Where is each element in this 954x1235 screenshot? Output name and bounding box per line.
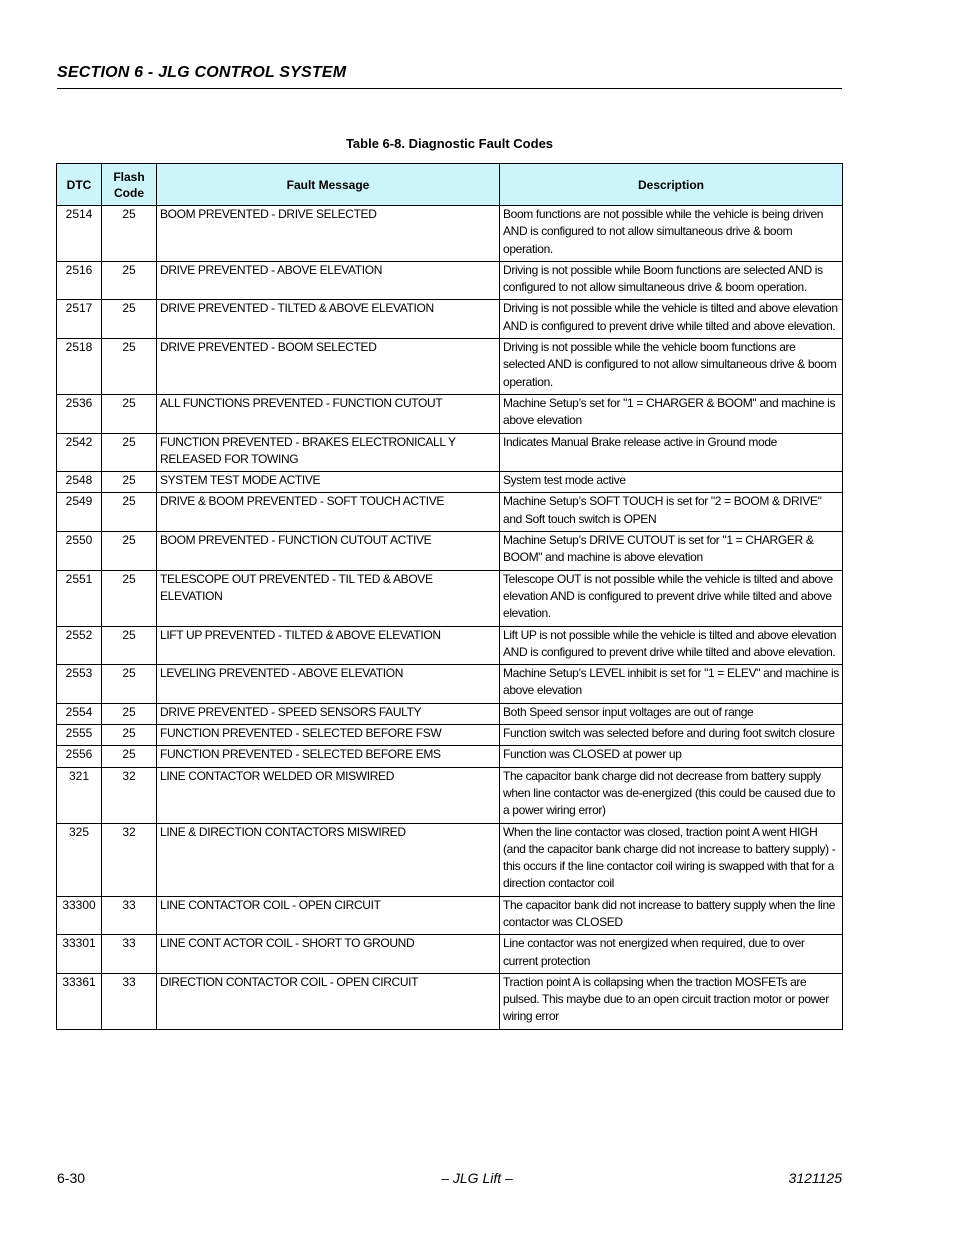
flash-code-cell: 33 [102, 973, 157, 1029]
table-row [57, 261, 843, 300]
description-cell: Function was CLOSED at power up [500, 746, 843, 767]
description-cell: Indicates Manual Brake release active in Ground mode [500, 433, 843, 472]
description-cell: Machine Setup’s set for "1 = CHARGER & BOOM" and machine is above elevation [500, 394, 843, 433]
flash-code-cell: 25 [102, 746, 157, 767]
flash-code-cell: 33 [102, 935, 157, 974]
page-number: 6-30 [57, 1170, 86, 1186]
section-title: SECTION 6 - JLG CONTROL SYSTEM [57, 64, 347, 81]
description-cell: Function switch was selected before and during foot switch closure [500, 725, 843, 746]
fault-message-cell: LIFT UP PREVENTED - TILTED & ABOVE ELEVATION [157, 626, 500, 665]
description-cell: Traction point A is collapsing when the traction MOSFETs are pulsed. This maybe due to an open circuit traction motor or power wiring error [500, 973, 843, 1029]
table-header-row [57, 164, 843, 206]
table-row [57, 935, 843, 974]
fault-message-cell: DIRECTION CONTACTOR COIL - OPEN CIRCUIT [157, 973, 500, 1029]
description-cell: The capacitor bank did not increase to battery supply when the line contactor was CLOSED [500, 896, 843, 935]
dtc-cell: 325 [57, 823, 102, 896]
fault-message-cell: LINE CONTACTOR COIL - OPEN CIRCUIT [157, 896, 500, 935]
description-cell: Machine Setup’s LEVEL inhibit is set for "1 = ELEV" and machine is above elevation [500, 665, 843, 704]
dtc-cell: 2536 [57, 394, 102, 433]
fault-message-cell: SYSTEM TEST MODE ACTIVE [157, 472, 500, 493]
table-row [57, 300, 843, 339]
description-cell: System test mode active [500, 472, 843, 493]
table-row [57, 896, 843, 935]
flash-code-cell: 25 [102, 626, 157, 665]
fault-message-cell: LEVELING PREVENTED - ABOVE ELEVATION [157, 665, 500, 704]
header-divider [57, 88, 842, 89]
table-row [57, 532, 843, 571]
dtc-cell: 2549 [57, 493, 102, 532]
description-cell: Machine Setup’s SOFT TOUCH is set for "2 = BOOM & DRIVE" and Soft touch switch is OPEN [500, 493, 843, 532]
table-row [57, 725, 843, 746]
dtc-cell: 2548 [57, 472, 102, 493]
description-cell: Both Speed sensor input voltages are out of range [500, 703, 843, 724]
flash-code-cell: 25 [102, 433, 157, 472]
column-header-dtc: DTC [57, 164, 102, 206]
table-row [57, 973, 843, 1029]
fault-message-cell: LINE CONTACTOR WELDED OR MISWIRED [157, 767, 500, 823]
flash-code-cell: 25 [102, 261, 157, 300]
dtc-cell: 2552 [57, 626, 102, 665]
fault-message-cell: LINE & DIRECTION CONTACTORS MISWIRED [157, 823, 500, 896]
flash-code-cell: 25 [102, 532, 157, 571]
fault-message-cell: ALL FUNCTIONS PREVENTED - FUNCTION CUTOUT [157, 394, 500, 433]
dtc-cell: 2542 [57, 433, 102, 472]
table-row [57, 472, 843, 493]
description-cell: Lift UP is not possible while the vehicle is tilted and above elevation AND is configured to prevent drive while tilted and above elevation. [500, 626, 843, 665]
table-row [57, 394, 843, 433]
fault-message-cell: FUNCTION PREVENTED - BRAKES ELECTRONICALL Y RELEASED FOR TOWING [157, 433, 500, 472]
flash-code-cell: 25 [102, 206, 157, 262]
table-row [57, 823, 843, 896]
table-row [57, 433, 843, 472]
table-row [57, 746, 843, 767]
flash-code-cell: 32 [102, 823, 157, 896]
dtc-cell: 2517 [57, 300, 102, 339]
flash-code-cell: 25 [102, 570, 157, 626]
description-cell: Boom functions are not possible while the vehicle is being driven AND is configured to not allow simultaneous drive & boom operation. [500, 206, 843, 262]
table-row [57, 339, 843, 395]
table-row [57, 665, 843, 704]
description-cell: The capacitor bank charge did not decrease from battery supply when line contactor was de-energized (this could be caused due to a power wiring error) [500, 767, 843, 823]
flash-code-cell: 25 [102, 725, 157, 746]
fault-message-cell: DRIVE PREVENTED - SPEED SENSORS FAULTY [157, 703, 500, 724]
dtc-cell: 321 [57, 767, 102, 823]
fault-message-cell: DRIVE PREVENTED - ABOVE ELEVATION [157, 261, 500, 300]
flash-code-cell: 25 [102, 703, 157, 724]
document-number: 3121125 [788, 1170, 842, 1186]
dtc-cell: 2555 [57, 725, 102, 746]
column-header-flash-code: Flash Code [102, 164, 157, 206]
fault-message-cell: BOOM PREVENTED - FUNCTION CUTOUT ACTIVE [157, 532, 500, 571]
diagnostic-fault-codes-table [56, 163, 843, 1030]
flash-code-cell: 33 [102, 896, 157, 935]
table-body [57, 206, 843, 1030]
table-row [57, 493, 843, 532]
table-row [57, 206, 843, 262]
table-row [57, 703, 843, 724]
dtc-cell: 2550 [57, 532, 102, 571]
description-cell: Driving is not possible while the vehicle boom functions are selected AND is configured to not allow simultaneous drive & boom operation. [500, 339, 843, 395]
fault-message-cell: TELESCOPE OUT PREVENTED - TIL TED & ABOVE ELEVATION [157, 570, 500, 626]
footer-publisher: – JLG Lift – [441, 1170, 513, 1186]
flash-code-cell: 25 [102, 493, 157, 532]
table-row [57, 570, 843, 626]
description-cell: Machine Setup’s DRIVE CUTOUT is set for "1 = CHARGER & BOOM" and machine is above elevation [500, 532, 843, 571]
description-cell: Driving is not possible while Boom functions are selected AND is configured to not allow simultaneous drive & boom operation. [500, 261, 843, 300]
fault-message-cell: DRIVE PREVENTED - TILTED & ABOVE ELEVATION [157, 300, 500, 339]
fault-message-cell: DRIVE & BOOM PREVENTED - SOFT TOUCH ACTIVE [157, 493, 500, 532]
flash-code-cell: 32 [102, 767, 157, 823]
flash-code-cell: 25 [102, 665, 157, 704]
fault-message-cell: BOOM PREVENTED - DRIVE SELECTED [157, 206, 500, 262]
fault-message-cell: DRIVE PREVENTED - BOOM SELECTED [157, 339, 500, 395]
dtc-cell: 2553 [57, 665, 102, 704]
description-cell: Telescope OUT is not possible while the vehicle is tilted and above elevation AND is configured to prevent drive while tilted and above elevation. [500, 570, 843, 626]
dtc-cell: 33361 [57, 973, 102, 1029]
fault-message-cell: FUNCTION PREVENTED - SELECTED BEFORE EMS [157, 746, 500, 767]
column-header-description: Description [500, 164, 843, 206]
flash-code-cell: 25 [102, 339, 157, 395]
dtc-cell: 2518 [57, 339, 102, 395]
description-cell: When the line contactor was closed, traction point A went HIGH (and the capacitor bank charge did not increase to battery supply) - this occurs if the line contactor coil wiring is swapped with that for a direction contactor coil [500, 823, 843, 896]
flash-code-cell: 25 [102, 300, 157, 339]
table-title: Table 6-8. Diagnostic Fault Codes [345, 136, 554, 151]
fault-message-cell: FUNCTION PREVENTED - SELECTED BEFORE FSW [157, 725, 500, 746]
description-cell: Line contactor was not energized when required, due to over current protection [500, 935, 843, 974]
fault-message-cell: LINE CONT ACTOR COIL - SHORT TO GROUND [157, 935, 500, 974]
table-row [57, 626, 843, 665]
dtc-cell: 33300 [57, 896, 102, 935]
dtc-cell: 2551 [57, 570, 102, 626]
description-cell: Driving is not possible while the vehicle is tilted and above elevation AND is configured to prevent drive while tilted and above elevation. [500, 300, 843, 339]
flash-code-cell: 25 [102, 394, 157, 433]
dtc-cell: 2514 [57, 206, 102, 262]
dtc-cell: 33301 [57, 935, 102, 974]
flash-code-cell: 25 [102, 472, 157, 493]
column-header-fault-message: Fault Message [157, 164, 500, 206]
table-row [57, 767, 843, 823]
dtc-cell: 2516 [57, 261, 102, 300]
dtc-cell: 2556 [57, 746, 102, 767]
dtc-cell: 2554 [57, 703, 102, 724]
